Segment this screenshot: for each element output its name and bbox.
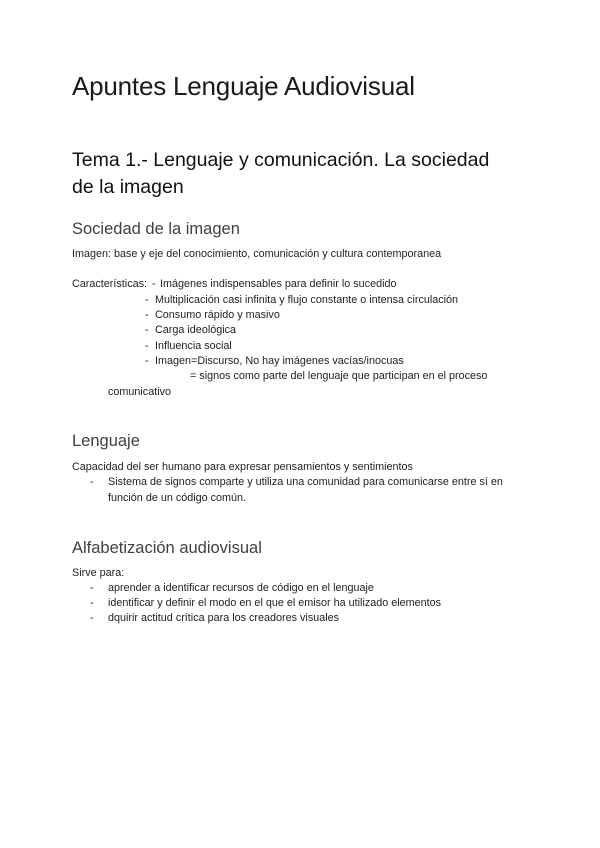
caracteristica-continuation: comunicativo (108, 386, 172, 398)
caracteristicas-bullet: - (145, 340, 149, 352)
lenguaje-bullet: - (90, 476, 94, 488)
sociedad-definition: Imagen: base y eje del conocimiento, comunicación y cultura contemporanea (72, 248, 442, 260)
caracteristica-item: Influencia social (155, 340, 232, 352)
caracteristicas-bullet: - (145, 294, 149, 306)
document-title: Apuntes Lenguaje Audiovisual (72, 71, 415, 101)
alfabetizacion-bullet: - (90, 597, 94, 609)
caracteristica-continuation: = signos como parte del lenguaje que participan en el proceso (190, 370, 488, 382)
caracteristica-item: Multiplicación casi infinita y flujo constante o intensa circulación (155, 294, 459, 306)
alfabetizacion-bullet: - (90, 582, 94, 594)
alfabetizacion-item: aprender a identificar recursos de código en el lenguaje (108, 582, 374, 594)
caracteristicas-bullet: - (152, 278, 156, 290)
caracteristica-item: Imágenes indispensables para definir lo sucedido (160, 278, 397, 290)
caracteristicas-bullet: - (145, 324, 149, 336)
caracteristica-item: Carga ideológica (155, 324, 237, 336)
caracteristicas-bullet: - (145, 309, 149, 321)
tema1-heading-line1: Tema 1.- Lenguaje y comunicación. La sociedad (72, 149, 490, 171)
alfabetizacion-item: identificar y definir el modo en el que el emisor ha utilizado elementos (108, 597, 442, 609)
caracteristicas-label: Características: (72, 278, 147, 290)
alfabetizacion-heading: Alfabetización audiovisual (72, 539, 262, 557)
lenguaje-heading: Lenguaje (72, 432, 140, 450)
lenguaje-item: Sistema de signos comparte y utiliza una comunidad para comunicarse entre sí en (108, 476, 503, 488)
caracteristicas-bullet: - (145, 355, 149, 367)
alfabetizacion-intro: Sirve para: (72, 567, 125, 579)
tema1-heading-line2: de la imagen (72, 176, 184, 198)
alfabetizacion-item: dquirir actitud crítica para los creadores visuales (108, 612, 340, 624)
sociedad-heading: Sociedad de la imagen (72, 220, 240, 238)
caracteristica-item: Consumo rápido y masivo (155, 309, 280, 321)
caracteristica-item: Imagen=Discurso, No hay imágenes vacías/inocuas (155, 355, 404, 367)
lenguaje-definition: Capacidad del ser humano para expresar pensamientos y sentimientos (72, 461, 413, 473)
lenguaje-item-continuation: función de un código común. (108, 492, 247, 504)
alfabetizacion-bullet: - (90, 612, 94, 624)
